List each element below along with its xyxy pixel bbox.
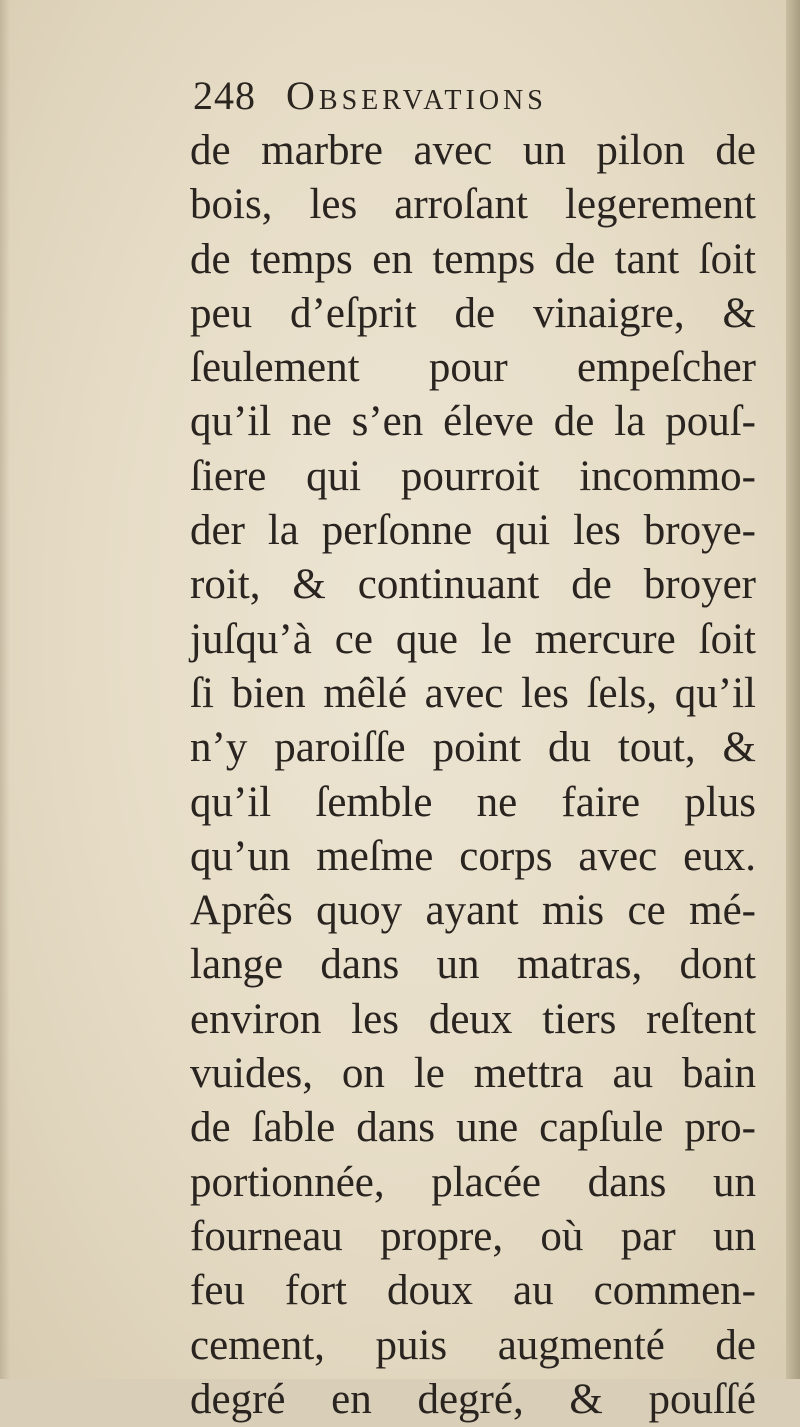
text-line: degré en degré, & pouſſé	[190, 1375, 756, 1423]
text-line: roit, & continuant de broyer	[190, 561, 756, 609]
page-number: 248	[193, 73, 256, 118]
text-line: qu’un meſme corps avec eux.	[190, 832, 756, 880]
text-line: fourneau propre, où par un	[190, 1212, 756, 1260]
text-line: qu’il ne s’en éleve de la pouſ-	[190, 398, 756, 446]
text-line: lange dans un matras, dont	[190, 941, 756, 989]
text-line: bois, les arroſant legerement	[190, 181, 756, 229]
text-line: ſeulement pour empeſcher	[190, 344, 756, 392]
text-line: ſiere qui pourroit incommo-	[190, 452, 756, 500]
text-line: environ les deux tiers reſtent	[190, 995, 756, 1043]
text-line: portionnée, placée dans un	[190, 1158, 756, 1206]
running-title: Observations	[286, 73, 547, 118]
text-line: der la perſonne qui les broye-	[190, 507, 756, 555]
running-header	[193, 72, 547, 128]
page-edge	[786, 0, 800, 1379]
text-line: de temps en temps de tant ſoit	[190, 235, 756, 283]
text-line: n’y paroiſſe point du tout, &	[190, 724, 756, 772]
text-line: de marbre avec un pilon de	[190, 127, 756, 174]
text-line: Aprês quoy ayant mis ce mé-	[190, 887, 756, 935]
text-line: juſqu’à ce que le mercure ſoit	[190, 615, 756, 663]
text-line: ſi bien mêlé avec les ſels, qu’il	[190, 669, 756, 717]
text-line: feu fort doux au commen-	[190, 1267, 756, 1315]
page-gutter-shadow	[0, 0, 10, 1379]
text-line: vuides, on le mettra au bain	[190, 1050, 756, 1098]
text-line: cement, puis augmenté de	[190, 1321, 756, 1369]
body-text	[190, 124, 756, 1427]
text-line: de ſable dans une capſule pro-	[190, 1104, 756, 1152]
text-line: qu’il ſemble ne faire plus	[190, 778, 756, 826]
text-line: peu d’eſprit de vinaigre, &	[190, 289, 756, 337]
